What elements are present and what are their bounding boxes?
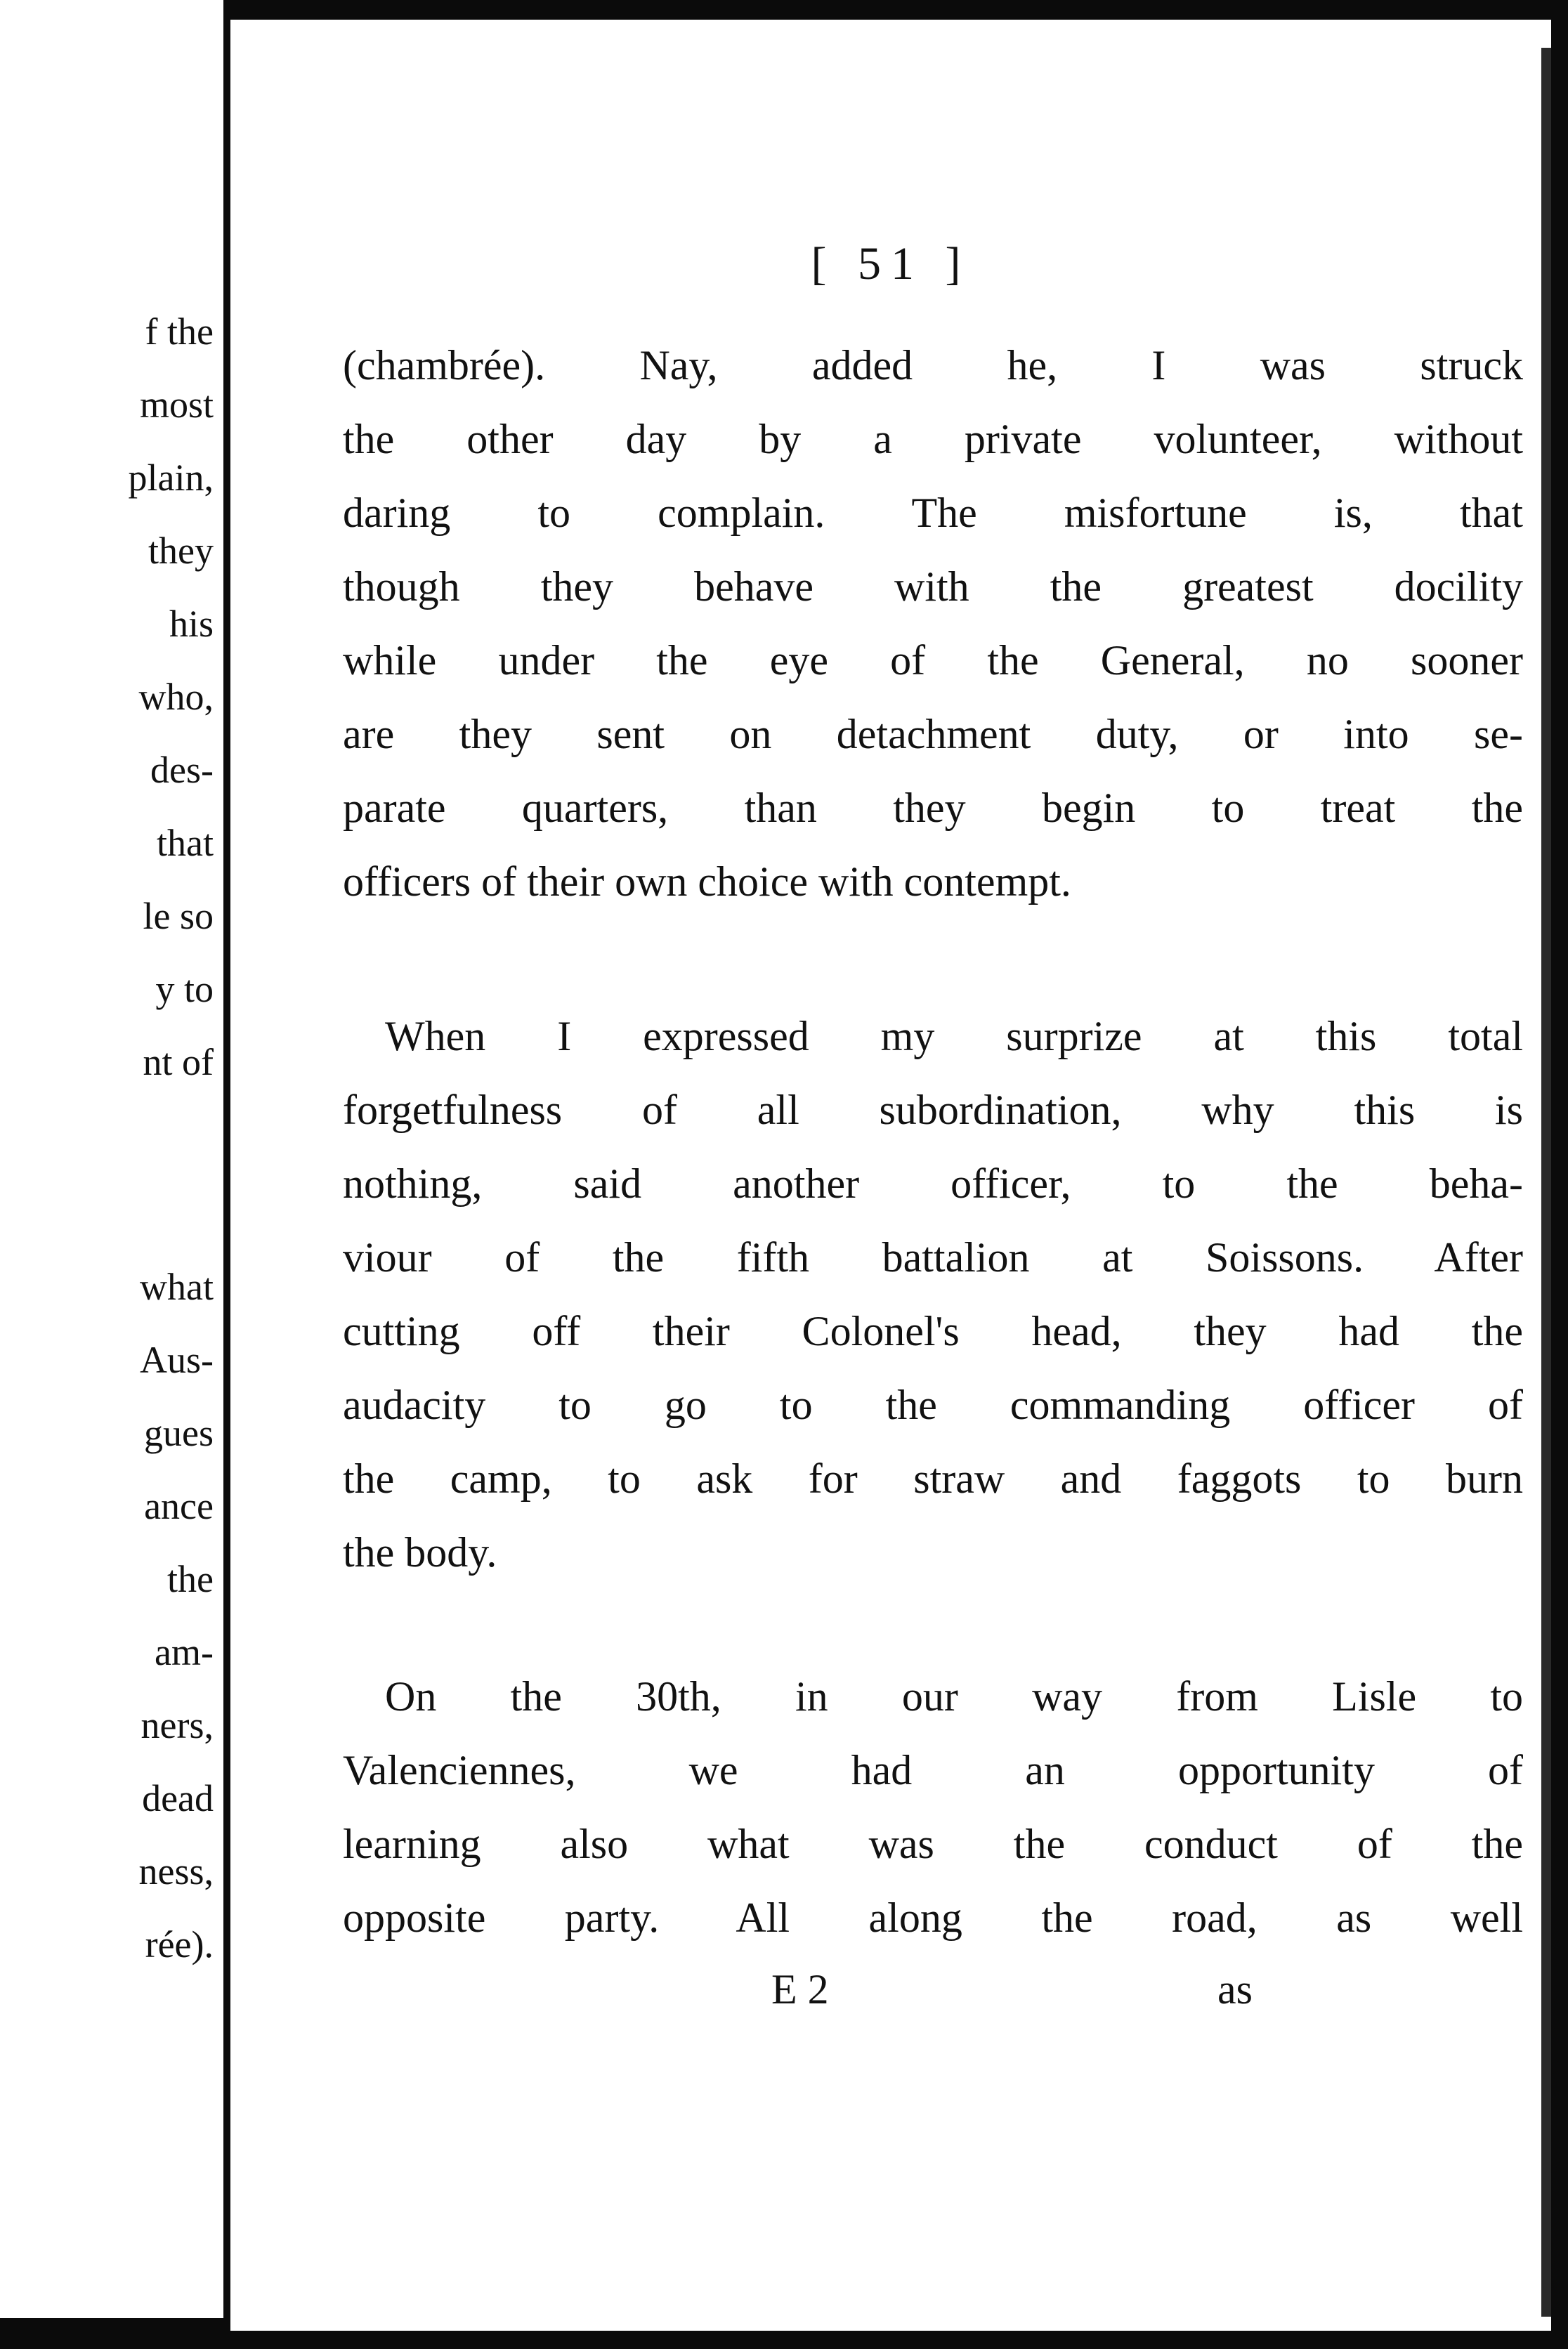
paragraph-3: [343, 1660, 1523, 1955]
left-page-line: y to: [155, 968, 214, 1010]
text-line: On the 30th, in our way from Lisle to: [385, 1673, 1523, 1720]
left-page-line: who,: [138, 676, 214, 718]
text-line: cutting off their Colonel's head, they had the: [343, 1308, 1523, 1354]
text-line: audacity to go to the commanding officer of: [343, 1382, 1523, 1428]
book-page: [230, 20, 1551, 2331]
left-page-line: they: [148, 530, 214, 572]
left-page-line: his: [169, 603, 214, 645]
left-page-line: le so: [143, 895, 214, 937]
text-line: though they behave with the greatest docility: [343, 563, 1523, 610]
signature-mark: E 2: [771, 1966, 829, 2013]
text-line: (chambrée). Nay, added he, I was struck: [343, 342, 1523, 388]
catchword: as: [1217, 1966, 1253, 2013]
text-line: forgetfulness of all subordination, why this is: [343, 1087, 1523, 1133]
text-line: the other day by a private volunteer, without: [343, 416, 1523, 462]
page-number-header: [ 51 ]: [811, 238, 971, 289]
text-line: Valenciennes, we had an opportunity of: [343, 1747, 1523, 1793]
left-page-line: the: [167, 1558, 214, 1600]
text-line: parate quarters, than they begin to treat the: [343, 785, 1523, 831]
text-line: the body.: [343, 1529, 497, 1576]
paragraph-2: [343, 1000, 1523, 1590]
left-page-line: ners,: [141, 1704, 214, 1746]
text-line: while under the eye of the General, no sooner: [343, 637, 1523, 683]
text-line: are they sent on detachment duty, or into se-: [343, 711, 1523, 757]
left-page-line: most: [139, 384, 214, 426]
text-line: viour of the fifth battalion at Soissons. After: [343, 1234, 1523, 1281]
left-page-line: nt of: [143, 1041, 214, 1083]
left-page-fragment: [0, 0, 223, 2318]
left-page-line: plain,: [128, 457, 214, 499]
text-line: daring to complain. The misfortune is, that: [343, 490, 1523, 536]
left-page-line: am-: [155, 1631, 214, 1673]
text-line: officers of their own choice with contempt.: [343, 858, 1071, 905]
left-page-line: gues: [144, 1412, 214, 1454]
left-page-line: Aus-: [140, 1339, 214, 1381]
left-page-line: what: [140, 1266, 214, 1308]
left-page-line: f the: [145, 310, 214, 353]
text-line: nothing, said another officer, to the beha-: [343, 1160, 1523, 1207]
paragraph-1: [343, 329, 1523, 919]
left-page-line: ness,: [138, 1850, 214, 1892]
left-page-line: des-: [150, 749, 214, 791]
text-line: When I expressed my surprize at this total: [385, 1013, 1523, 1059]
text-line: opposite party. All along the road, as well: [343, 1895, 1523, 1941]
text-line: learning also what was the conduct of the: [343, 1821, 1523, 1867]
text-line: the camp, to ask for straw and faggots to burn: [343, 1455, 1523, 1502]
left-page-line: rée).: [145, 1923, 214, 1965]
left-page-line: dead: [142, 1777, 214, 1819]
left-page-line: that: [157, 822, 214, 864]
left-page-line: ance: [144, 1485, 214, 1527]
